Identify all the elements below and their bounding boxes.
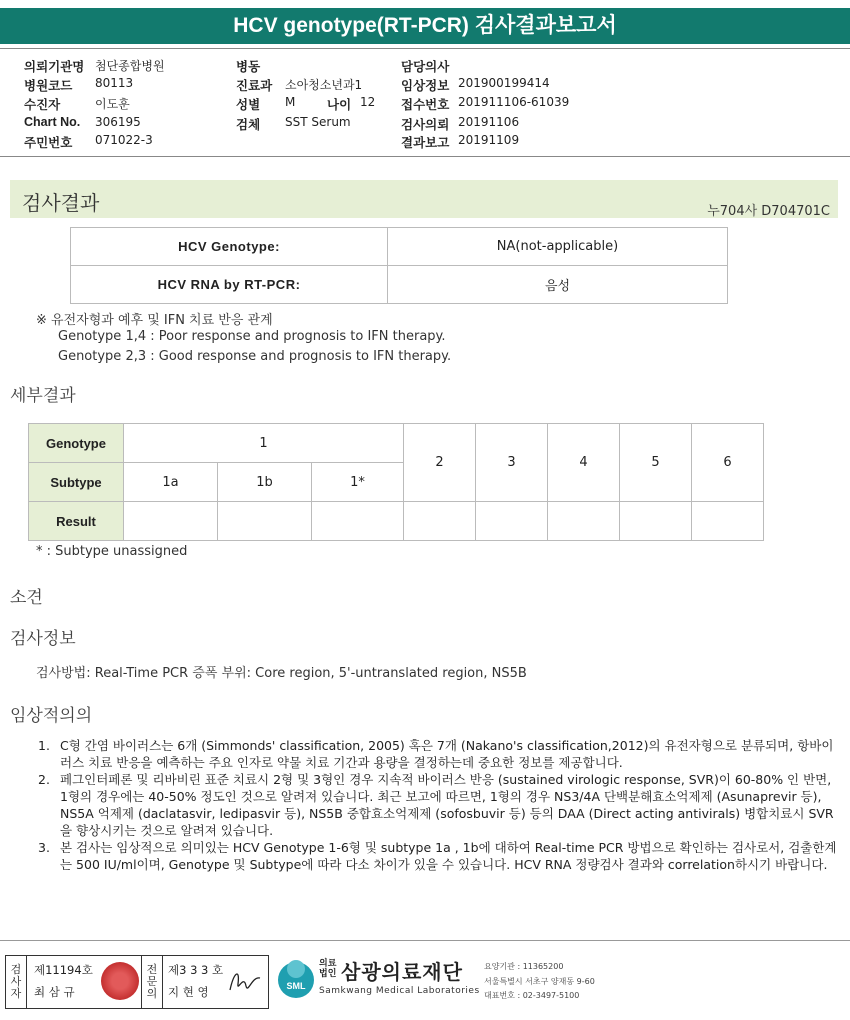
list-item [38, 839, 838, 873]
info-label: 병동 [236, 60, 261, 74]
list-text: C형 간염 바이러스는 6개 (Simmonds' classification, 2005) 혹은 7개 (Nakano's classification,2012)의 유전자형으로 분류되며, 항바이러스 치료 반응을 예측하는 주요 인자로 약물 치료 기간과 용량을 결정하는데 중요한 정보를 제공합니다. [60, 738, 834, 770]
info-label: 검체 [236, 118, 261, 132]
genotype-cell: 6 [692, 424, 764, 502]
tester-side-text: 검사자 [10, 963, 22, 1000]
age-value: 12 [360, 95, 376, 109]
subtype-cell: 1a [124, 463, 218, 502]
list-text: 페그인터페론 및 리바비린 표준 치료시 2형 및 3형인 경우 지속적 바이러스 반응 (sustained virologic response, SVR)이 60-80% 인 반면, 1형의 경우에는 40-50% 정도인 것으로 알려져 있습니다. 최근 보고에 따르면, 1형의 경우 NS3/4A 단백분해효소억제제 (Asunaprevir 등), NS5A 억제제 (daclatasvir, ledipasvir 등), NS5B 중합효소억제제 (sofosbuvir 등) 등의 DAA (Direct acting antivirals) 병합치료시 SVR을 향상시키는 것으로 알려져 있습니다. [60, 772, 834, 838]
genotype-value: NA(not-applicable) [388, 228, 728, 266]
note-heading: ※ 유전자형과 예후 및 IFN 치료 반응 관계 [36, 313, 273, 328]
info-value: 이도훈 [95, 97, 130, 111]
summary-table [70, 227, 728, 304]
genotype-cell: 5 [620, 424, 692, 502]
doctor-name: 지 현 영 [168, 985, 209, 999]
result-cell [476, 502, 548, 541]
org-code: 요양기관 : 11365200 [484, 962, 564, 971]
info-label: 임상정보 [401, 79, 450, 93]
tester-name: 최 삼 규 [34, 985, 75, 999]
genotype-cell: 3 [476, 424, 548, 502]
rna-value: 음성 [388, 266, 728, 304]
genotype-cell: 2 [404, 424, 476, 502]
results-section-header [10, 180, 838, 218]
info-value: 201900199414 [458, 76, 550, 90]
info-label: 담당의사 [401, 60, 450, 74]
subtype-cell: 1b [218, 463, 312, 502]
info-label: 접수번호 [401, 98, 450, 112]
info-value: 20191109 [458, 133, 520, 147]
patient-info [0, 0, 850, 160]
detail-heading: 세부결과 [10, 386, 76, 406]
genotype-label: HCV Genotype: [71, 228, 388, 266]
sml-logo-icon [273, 957, 319, 1003]
sml-logo-text: SML [286, 981, 306, 991]
org-english-name: Samkwang Medical Laboratories [319, 986, 480, 996]
info-label: 진료과 [236, 79, 273, 93]
signature-icon [226, 964, 264, 998]
info-value: M [285, 95, 296, 109]
results-code: 누704사 D704701C [707, 204, 830, 219]
test-info-heading: 검사정보 [10, 629, 76, 649]
org-logo [273, 955, 593, 1007]
info-value: 80113 [95, 76, 134, 90]
list-number: 2. [38, 772, 50, 787]
result-cell [218, 502, 312, 541]
info-value: 20191106 [458, 115, 520, 129]
genotype-cell: 4 [548, 424, 620, 502]
info-label: 병원코드 [24, 79, 73, 93]
list-item [38, 737, 838, 771]
table-row [71, 266, 728, 304]
tester-side-label [6, 956, 27, 1008]
genotype-1-cell: 1 [124, 424, 404, 463]
doctor-side-text: 전문의 [146, 963, 158, 1000]
note-line: Genotype 2,3 : Good response and prognosis to IFN therapy. [58, 349, 452, 364]
age-label: 나이 [327, 98, 352, 112]
info-label: 주민번호 [24, 136, 73, 150]
info-value: 306195 [95, 115, 141, 129]
table-row [71, 228, 728, 266]
org-prefix: 의료법인 [319, 959, 337, 979]
info-value: 첨단종합병원 [95, 59, 165, 73]
opinion-heading: 소견 [10, 588, 43, 608]
rna-label: HCV RNA by RT-PCR: [71, 266, 388, 304]
test-method: 검사방법: Real-Time PCR 증폭 부위: Core region, 5'-untranslated region, NS5B [36, 666, 527, 681]
info-label: 성별 [236, 98, 261, 112]
results-title: 검사결과 [22, 191, 100, 215]
info-label: 검사의뢰 [401, 118, 450, 132]
result-cell [548, 502, 620, 541]
row-header-result: Result [29, 502, 124, 541]
doctor-side-label [141, 956, 163, 1008]
list-number: 1. [38, 738, 50, 753]
signature-box [5, 955, 269, 1009]
info-value: 071022-3 [95, 133, 153, 147]
info-label: 결과보고 [401, 136, 450, 150]
result-cell [404, 502, 476, 541]
table-row [29, 424, 764, 463]
clinical-heading: 임상적의의 [10, 706, 93, 726]
subtype-footnote: * : Subtype unassigned [36, 544, 188, 559]
seal-stamp-icon [101, 962, 139, 1000]
report-title: HCV genotype(RT-PCR) 검사결과보고서 [0, 8, 850, 44]
result-cell [312, 502, 404, 541]
result-cell [124, 502, 218, 541]
doctor-license: 제3 3 3 호 [168, 963, 224, 977]
info-label: Chart No. [24, 115, 81, 129]
note-line: Genotype 1,4 : Poor response and prognosis to IFN therapy. [58, 329, 446, 344]
result-cell [692, 502, 764, 541]
tester-license: 제11194호 [34, 963, 93, 977]
table-row [29, 502, 764, 541]
info-value: 소아청소년과1 [285, 78, 363, 92]
org-phone: 대표번호 : 02-3497-5100 [484, 991, 580, 1000]
info-label: 수진자 [24, 98, 61, 112]
org-address: 서울특별시 서초구 양재동 9-60 [484, 977, 595, 986]
info-value: SST Serum [285, 115, 351, 129]
list-item [38, 771, 838, 839]
result-cell [620, 502, 692, 541]
row-header-genotype: Genotype [29, 424, 124, 463]
info-label: 의뢰기관명 [24, 60, 85, 74]
info-divider [0, 156, 850, 157]
subtype-cell: 1* [312, 463, 404, 502]
detail-table [28, 423, 764, 541]
row-header-subtype: Subtype [29, 463, 124, 502]
footer-divider [0, 940, 850, 941]
clinical-list [38, 737, 838, 873]
info-value: 201911106-61039 [458, 95, 570, 109]
list-text: 본 검사는 임상적으로 의미있는 HCV Genotype 1-6형 및 subtype 1a , 1b에 대하여 Real-time PCR 방법으로 확인하는 검사로서, 검출한계는 500 IU/ml이며, Genotype 및 Subtype에 따라 다소 차이가 있을 수 있습니다. HCV RNA 정량검사 결과와 correlation하시기 바랍니다. [60, 840, 837, 872]
list-number: 3. [38, 840, 50, 855]
org-name: 삼광의료재단 [341, 960, 463, 984]
